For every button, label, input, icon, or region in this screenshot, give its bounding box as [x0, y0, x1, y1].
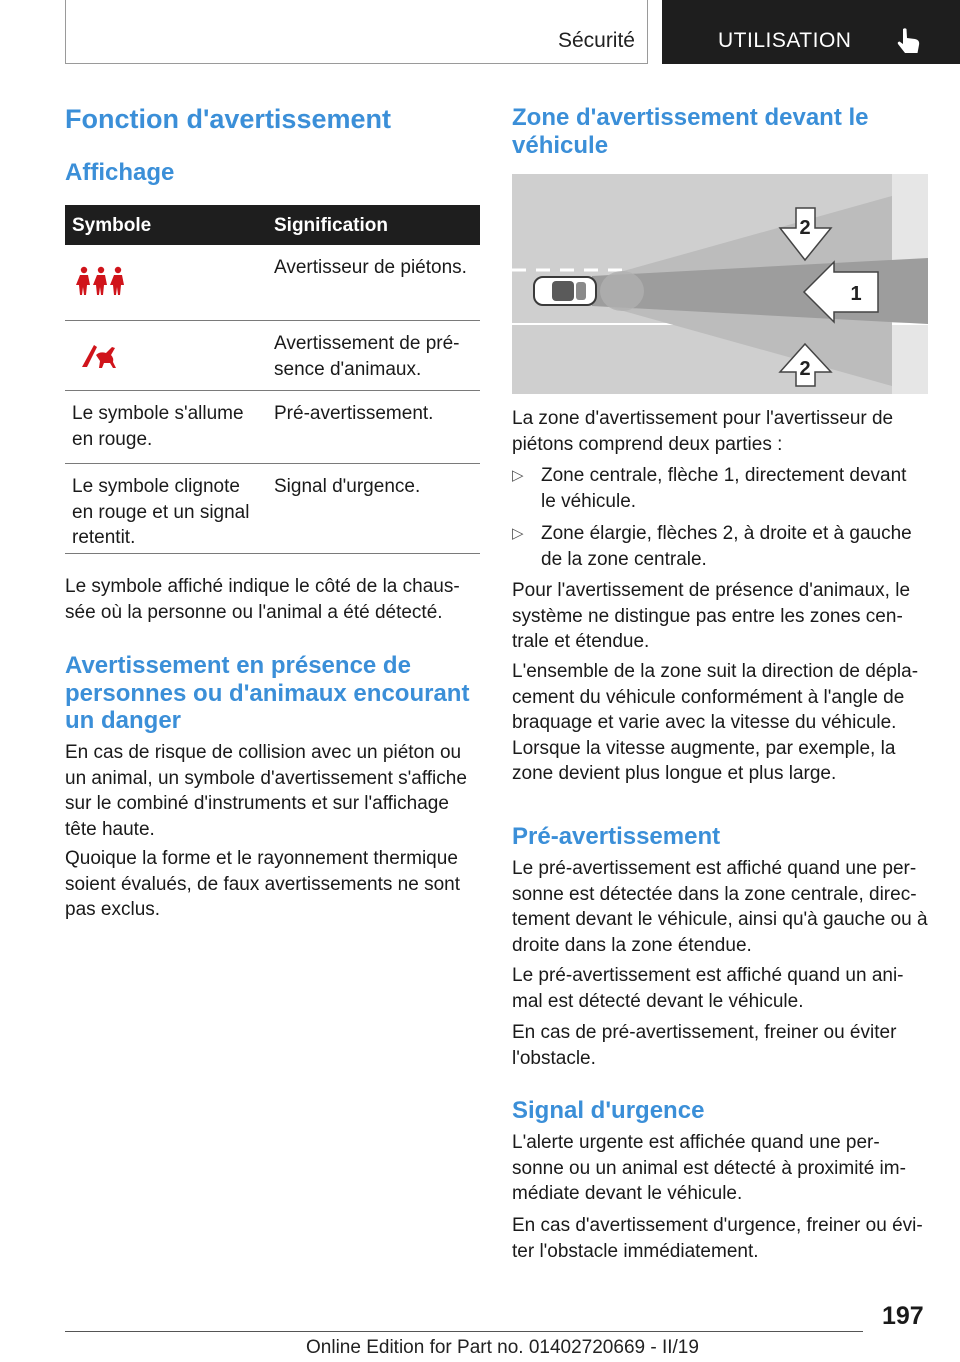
section-title-zone: Zone d'avertissement devant le véhicule: [512, 104, 869, 159]
table-cell-meaning: Avertisseur de piétons.: [274, 257, 467, 278]
subsection-title-signal-urgence: Signal d'urgence: [512, 1097, 705, 1124]
header-section-box: [65, 0, 648, 64]
warning-zone-diagram: [512, 174, 928, 394]
paragraph: Le pré-avertissement est affiché quand un ani- mal est détecté devant le véhicule.: [512, 965, 904, 1012]
diagram-label-top: 2: [799, 217, 811, 239]
animal-warning-icon: [80, 337, 120, 371]
list-item-text: Zone élargie, flèches 2, à droite et à gauche de la zone centrale.: [541, 523, 912, 570]
table-header-symbole: Symbole: [72, 215, 152, 236]
diagram-label-middle: 1: [850, 283, 862, 305]
table-row: [65, 464, 480, 554]
table-header: [65, 205, 480, 245]
table-cell-symbol-text: Le symbole clignote en rouge et un signal retentit.: [72, 476, 250, 548]
table-cell-symbol: [72, 331, 262, 382]
table-header-signification: Signification: [274, 215, 388, 236]
bullet-marker: ▷: [512, 525, 524, 542]
paragraph: Le pré-avertissement est affiché quand une per- sonne est détectée dans la zone centrale, direc- tement devant le véhicule, ainsi qu'à gauche ou à droite dans la zone étendue.: [512, 858, 928, 956]
section-title: Fonction d'avertissement: [65, 104, 391, 134]
table-cell-meaning: Pré-avertissement.: [274, 403, 434, 424]
paragraph: En cas d'avertissement d'urgence, freiner ou évi- ter l'obstacle immédiatement.: [512, 1215, 923, 1262]
header-section-title: Sécurité: [557, 29, 635, 52]
table-row: [65, 321, 480, 391]
paragraph: La zone d'avertissement pour l'avertisseur de piétons comprend deux parties :: [512, 408, 894, 455]
paragraph: Le symbole affiché indique le côté de la chaus- sée où la personne ou l'animal a été détecté.: [65, 576, 460, 623]
symbol-table: [65, 205, 480, 554]
header-chapter-box: [662, 0, 960, 64]
footer-edition: Online Edition for Part no. 01402720669 - II/19: [306, 1337, 699, 1358]
pedestrian-warning-icon: [75, 265, 127, 297]
diagram-label-bottom: 2: [799, 358, 811, 380]
table-cell-meaning: Avertissement de pré- sence d'animaux.: [274, 333, 460, 380]
table-cell-symbol-text: Le symbole s'allume en rouge.: [72, 403, 244, 450]
car-icon: [534, 277, 596, 305]
paragraph: Pour l'avertissement de présence d'animaux, le système ne distingue pas entre les zones cen- trale et étendue.: [512, 580, 911, 652]
subsection-title-pre-avertissement: Pré-avertissement: [512, 823, 721, 850]
subsection-title-danger: Avertissement en présence de personnes ou d'animaux encourant un danger: [65, 652, 470, 734]
paragraph: En cas de risque de collision avec un piéton ou un animal, un symbole d'avertissement s'affiche sur le combiné d'instruments et sur l'affichage tête haute.: [65, 742, 467, 840]
paragraph: L'ensemble de la zone suit la direction de dépla- cement du véhicule conformément à l'angle de braquage et varie avec la vitesse du véhicule. Lorsque la vitesse augmente, par exemple, la zone devient plus longue et plus large.: [512, 661, 919, 784]
subsection-title-affichage: Affichage: [65, 159, 175, 186]
paragraph: Quoique la forme et le rayonnement thermique soient évalués, de faux avertissements ne sont pas exclus.: [65, 848, 461, 920]
bullet-marker: ▷: [512, 467, 524, 484]
page-number: 197: [882, 1302, 924, 1330]
list-item-text: Zone centrale, flèche 1, directement devant le véhicule.: [541, 465, 907, 512]
pointing-hand-icon: [894, 26, 924, 56]
table-cell-meaning: Signal d'urgence.: [274, 476, 421, 497]
paragraph: L'alerte urgente est affichée quand une per- sonne ou un animal est détecté à proximité im- médiate devant le véhicule.: [512, 1132, 906, 1204]
table-row: [65, 391, 480, 464]
table-row: [65, 245, 480, 321]
list-item: [512, 463, 932, 515]
footer-divider: [65, 1331, 863, 1332]
header-chapter-title: UTILISATION: [718, 29, 852, 52]
paragraph: En cas de pré-avertissement, freiner ou éviter l'obstacle.: [512, 1022, 897, 1069]
list-item: [512, 521, 932, 573]
